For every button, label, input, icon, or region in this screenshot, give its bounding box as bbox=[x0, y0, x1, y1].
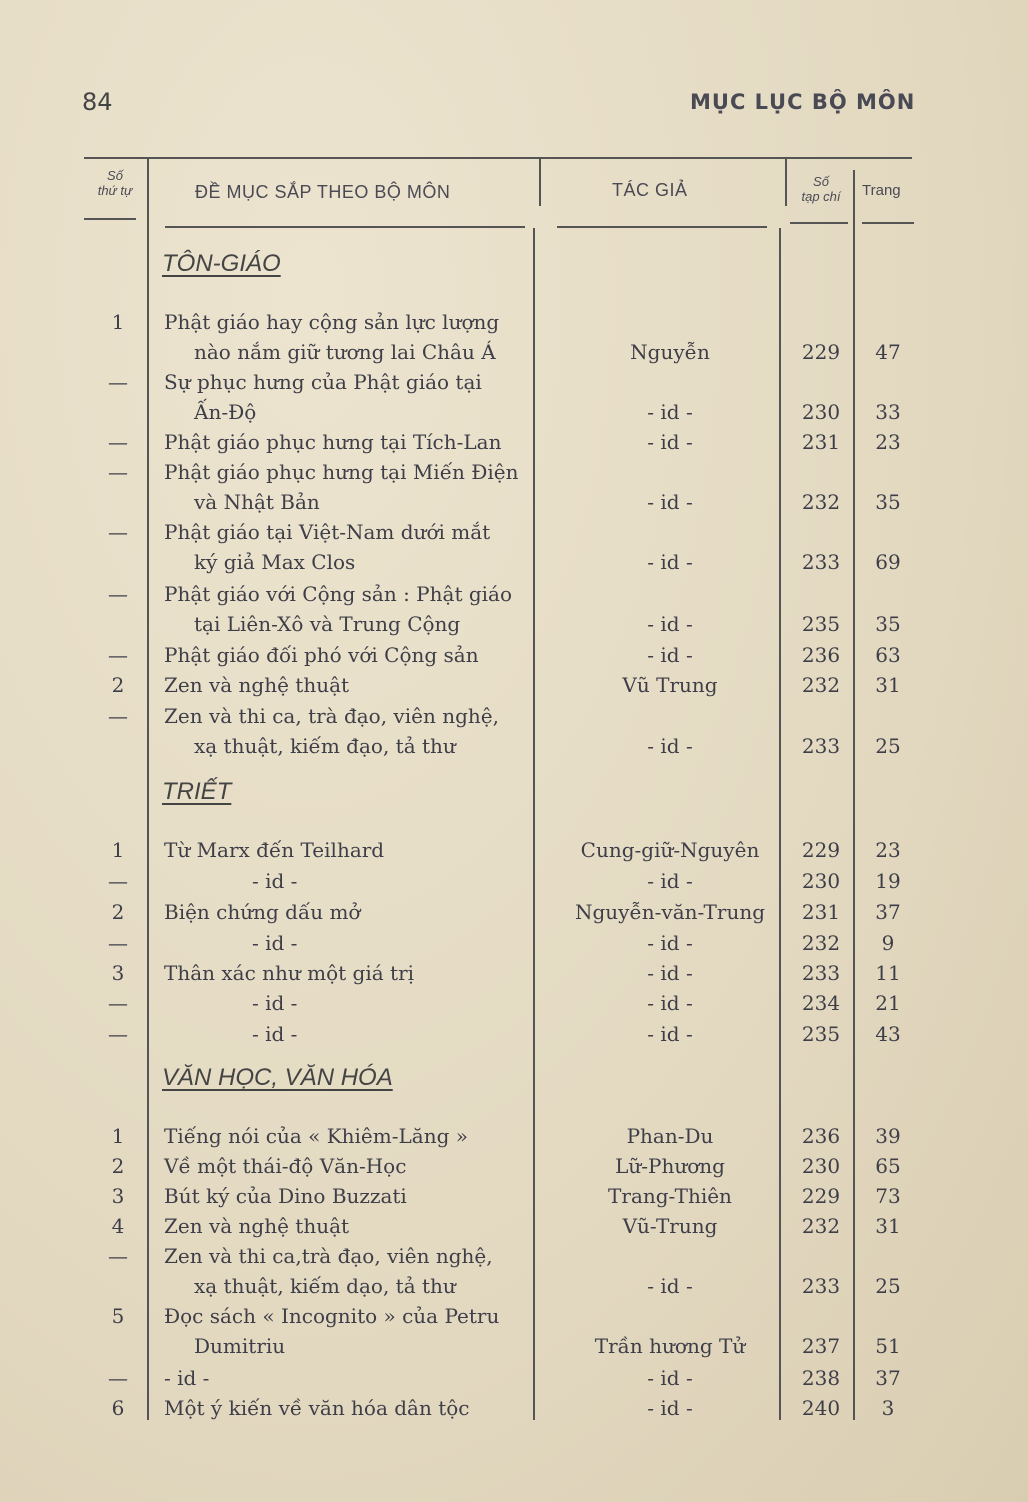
row-issue: 236 bbox=[801, 643, 841, 667]
row-issue: 234 bbox=[801, 991, 841, 1015]
divider-title-author bbox=[533, 228, 535, 1420]
row-number: — bbox=[108, 370, 128, 394]
row-issue: 235 bbox=[801, 1022, 841, 1046]
row-number: — bbox=[108, 430, 128, 454]
row-page: 47 bbox=[875, 340, 901, 364]
row-number: — bbox=[108, 520, 128, 544]
row-page: 35 bbox=[875, 612, 901, 636]
row-issue: 238 bbox=[801, 1366, 841, 1390]
row-number: — bbox=[108, 643, 128, 667]
row-page: 69 bbox=[875, 550, 901, 574]
row-author: - id - bbox=[647, 400, 693, 424]
header-no bbox=[84, 168, 146, 198]
header-no-line2: thứ tự bbox=[97, 183, 133, 198]
row-issue: 233 bbox=[801, 734, 841, 758]
row-title-line: - id - bbox=[164, 1366, 210, 1390]
row-number: — bbox=[108, 1366, 128, 1390]
row-title-line: - id - bbox=[252, 1022, 298, 1046]
row-author: - id - bbox=[647, 643, 693, 667]
row-title-line: Ấn-Độ bbox=[194, 400, 257, 424]
row-number: — bbox=[108, 704, 128, 728]
row-author: Cung-giữ-Nguyên bbox=[580, 838, 760, 862]
row-title-line: Phật giáo phục hưng tại Miến Điện bbox=[164, 460, 519, 484]
row-page: 11 bbox=[875, 961, 901, 985]
row-title-line: xạ thuật, kiếm đạo, tả thư bbox=[194, 734, 456, 758]
row-issue: 233 bbox=[801, 550, 841, 574]
row-author: - id - bbox=[647, 734, 693, 758]
row-author: - id - bbox=[647, 1396, 693, 1420]
row-author: - id - bbox=[647, 961, 693, 985]
row-title-line: Phật giáo tại Việt-Nam dưới mắt bbox=[164, 520, 491, 544]
row-number: 4 bbox=[111, 1214, 125, 1238]
row-author: - id - bbox=[647, 931, 693, 955]
header-rule-no bbox=[84, 218, 136, 220]
row-page: 73 bbox=[875, 1184, 901, 1208]
row-title-line: Thân xác như một giá trị bbox=[164, 961, 415, 985]
row-page: 37 bbox=[875, 900, 901, 924]
row-issue: 240 bbox=[801, 1396, 841, 1420]
row-title-line: nào nắm giữ tương lai Châu Á bbox=[194, 340, 496, 364]
row-title-line: - id - bbox=[252, 869, 298, 893]
row-page: 65 bbox=[875, 1154, 901, 1178]
row-author: - id - bbox=[647, 869, 693, 893]
row-author: Vũ Trung bbox=[622, 673, 718, 697]
table-top-rule bbox=[84, 157, 912, 159]
row-title-line: Đọc sách « Incognito » của Petru bbox=[164, 1304, 500, 1328]
row-number: 2 bbox=[111, 900, 125, 924]
divider-no-title bbox=[147, 158, 149, 1420]
row-number: 6 bbox=[111, 1396, 125, 1420]
row-author: - id - bbox=[647, 1022, 693, 1046]
divider-title-author-head bbox=[539, 158, 541, 206]
row-issue: 230 bbox=[801, 400, 841, 424]
row-page: 23 bbox=[875, 838, 901, 862]
row-page: 43 bbox=[875, 1022, 901, 1046]
row-issue: 229 bbox=[801, 838, 841, 862]
row-title-line: Dumitriu bbox=[194, 1334, 286, 1358]
row-issue: 231 bbox=[801, 900, 841, 924]
row-issue: 233 bbox=[801, 961, 841, 985]
header-rule-author bbox=[557, 226, 767, 228]
row-author: - id - bbox=[647, 991, 693, 1015]
row-number: 1 bbox=[111, 310, 125, 334]
row-page: 25 bbox=[875, 734, 901, 758]
row-page: 51 bbox=[875, 1334, 901, 1358]
row-title-line: Zen và thi ca,trà đạo, viên nghệ, bbox=[164, 1244, 493, 1268]
row-page: 31 bbox=[875, 673, 901, 697]
row-issue: 236 bbox=[801, 1124, 841, 1148]
row-title-line: ký giả Max Clos bbox=[194, 550, 356, 574]
row-number: — bbox=[108, 1022, 128, 1046]
row-title-line: Phật giáo hay cộng sản lực lượng bbox=[164, 310, 500, 334]
header-no-line1: Số bbox=[107, 168, 123, 183]
row-title-line: - id - bbox=[252, 931, 298, 955]
row-issue: 237 bbox=[801, 1334, 841, 1358]
page-number: 84 bbox=[82, 88, 113, 116]
row-number: 2 bbox=[111, 673, 125, 697]
row-number: 2 bbox=[111, 1154, 125, 1178]
row-issue: 231 bbox=[801, 430, 841, 454]
row-author: Vũ-Trung bbox=[622, 1214, 718, 1238]
row-number: — bbox=[108, 582, 128, 606]
row-issue: 230 bbox=[801, 869, 841, 893]
row-page: 19 bbox=[875, 869, 901, 893]
row-issue: 235 bbox=[801, 612, 841, 636]
row-page: 37 bbox=[875, 1366, 901, 1390]
row-author: Nguyễn-văn-Trung bbox=[574, 900, 766, 924]
row-issue: 233 bbox=[801, 1274, 841, 1298]
row-title-line: tại Liên-Xô và Trung Cộng bbox=[194, 612, 461, 636]
running-header: MỤC LỤC BỘ MÔN bbox=[690, 90, 916, 114]
header-page: Trang bbox=[862, 182, 901, 199]
row-title-line: Phật giáo với Cộng sản : Phật giáo bbox=[164, 582, 512, 606]
row-issue: 232 bbox=[801, 673, 841, 697]
section-title: TÔN-GIÁO bbox=[162, 250, 281, 277]
row-author: - id - bbox=[647, 1274, 693, 1298]
row-page: 25 bbox=[875, 1274, 901, 1298]
row-title-line: Bút ký của Dino Buzzati bbox=[164, 1184, 407, 1208]
row-number: — bbox=[108, 991, 128, 1015]
row-issue: 232 bbox=[801, 1214, 841, 1238]
row-title-line: Phật giáo phục hưng tại Tích-Lan bbox=[164, 430, 502, 454]
row-page: 3 bbox=[881, 1396, 895, 1420]
row-author: - id - bbox=[647, 1366, 693, 1390]
row-author: Trang-Thiên bbox=[608, 1184, 732, 1208]
row-title-line: xạ thuật, kiếm dạo, tả thư bbox=[194, 1274, 456, 1298]
row-page: 9 bbox=[881, 931, 895, 955]
row-title-line: Từ Marx đến Teilhard bbox=[164, 838, 385, 862]
row-author: - id - bbox=[647, 490, 693, 514]
row-issue: 232 bbox=[801, 931, 841, 955]
row-author: - id - bbox=[647, 612, 693, 636]
row-title-line: Phật giáo đối phó với Cộng sản bbox=[164, 643, 479, 667]
row-title-line: Sự phục hưng của Phật giáo tại bbox=[164, 370, 482, 394]
row-title-line: Về một thái-độ Văn-Học bbox=[164, 1154, 407, 1178]
divider-issue-page bbox=[853, 170, 855, 1420]
row-title-line: Biện chứng dấu mở bbox=[164, 900, 361, 924]
row-title-line: Tiếng nói của « Khiêm-Lăng » bbox=[164, 1124, 468, 1148]
row-author: Trần hương Tử bbox=[594, 1334, 746, 1358]
row-number: — bbox=[108, 869, 128, 893]
row-page: 35 bbox=[875, 490, 901, 514]
section-title: TRIẾT bbox=[162, 778, 232, 805]
section-title: VĂN HỌC, VĂN HÓA bbox=[162, 1064, 393, 1091]
row-author: Phan-Du bbox=[626, 1124, 714, 1148]
row-page: 31 bbox=[875, 1214, 901, 1238]
row-title-line: và Nhật Bản bbox=[194, 490, 320, 514]
row-title-line: - id - bbox=[252, 991, 298, 1015]
row-author: Lữ-Phương bbox=[615, 1154, 725, 1178]
header-issue bbox=[790, 174, 852, 204]
row-number: — bbox=[108, 460, 128, 484]
row-number: 3 bbox=[111, 961, 125, 985]
row-number: 1 bbox=[111, 838, 125, 862]
header-author: TÁC GIẢ bbox=[612, 180, 688, 200]
row-author: - id - bbox=[647, 430, 693, 454]
row-number: 5 bbox=[111, 1304, 125, 1328]
row-author: - id - bbox=[647, 550, 693, 574]
row-author: Nguyễn bbox=[630, 340, 710, 364]
row-issue: 229 bbox=[801, 340, 841, 364]
row-page: 63 bbox=[875, 643, 901, 667]
header-rule-title bbox=[165, 226, 525, 228]
row-page: 23 bbox=[875, 430, 901, 454]
row-title-line: Zen và nghệ thuật bbox=[164, 673, 350, 697]
row-number: 3 bbox=[111, 1184, 125, 1208]
row-issue: 229 bbox=[801, 1184, 841, 1208]
row-title-line: Zen và thi ca, trà đạo, viên nghệ, bbox=[164, 704, 499, 728]
row-issue: 232 bbox=[801, 490, 841, 514]
header-issue-line2: tạp chí bbox=[801, 189, 841, 204]
row-page: 21 bbox=[875, 991, 901, 1015]
row-title-line: Zen và nghệ thuật bbox=[164, 1214, 350, 1238]
row-page: 39 bbox=[875, 1124, 901, 1148]
row-number: — bbox=[108, 1244, 128, 1268]
header-rule-page bbox=[862, 222, 914, 224]
row-number: 1 bbox=[111, 1124, 125, 1148]
header-title: ĐỀ MỤC SẮP THEO BỘ MÔN bbox=[195, 182, 451, 202]
row-title-line: Một ý kiến về văn hóa dân tộc bbox=[164, 1396, 470, 1420]
row-number: — bbox=[108, 931, 128, 955]
header-rule-issue bbox=[790, 222, 848, 224]
divider-author-issue-head bbox=[785, 158, 787, 206]
row-issue: 230 bbox=[801, 1154, 841, 1178]
header-issue-line1: Số bbox=[813, 174, 829, 189]
row-page: 33 bbox=[875, 400, 901, 424]
